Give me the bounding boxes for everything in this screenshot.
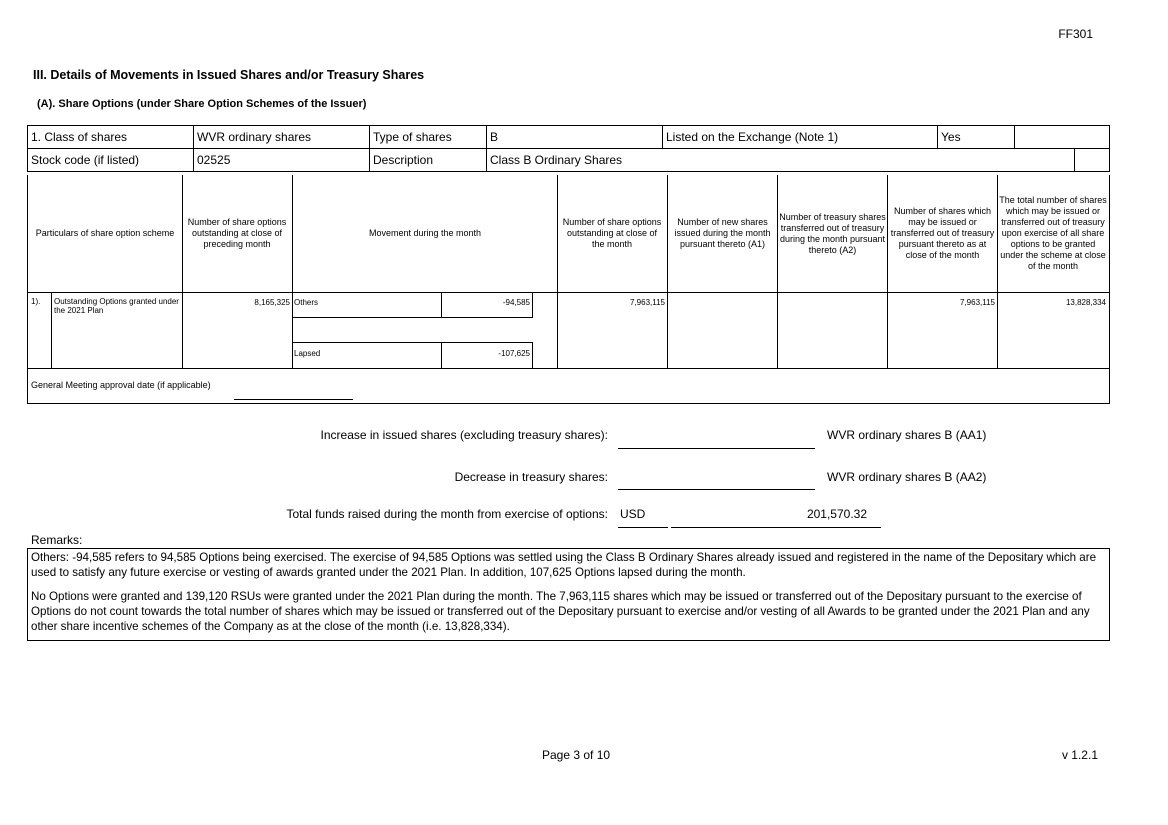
increase-field[interactable]: [618, 448, 815, 449]
increase-label: Increase in issued shares (excluding treasury shares):: [320, 428, 608, 442]
class-value: WVR ordinary shares: [194, 126, 370, 149]
general-meeting-label: General Meeting approval date (if applicable): [31, 380, 211, 390]
col-treasury-transferred: Number of treasury shares transferred out of treasury during the month pursuant thereto (A2): [779, 211, 886, 255]
general-meeting-date-field[interactable]: [234, 399, 353, 400]
row-total-number: 13,828,334: [1065, 298, 1106, 307]
description-blank: [1075, 149, 1110, 172]
col-movement: Movement during the month: [368, 228, 482, 238]
col-outstanding-close: Number of share options outstanding at close of the month: [562, 217, 662, 249]
type-value: B: [487, 126, 663, 149]
listed-blank: [1015, 126, 1110, 149]
section-title: III. Details of Movements in Issued Shares and/or Treasury Shares: [33, 68, 425, 82]
description-label: Description: [370, 149, 487, 172]
decrease-field[interactable]: [618, 489, 815, 490]
decrease-type: WVR ordinary shares B (AA2): [827, 470, 987, 484]
stock-code-value: 02525: [194, 149, 370, 172]
type-label: Type of shares: [370, 126, 487, 149]
form-code: FF301: [1058, 27, 1093, 41]
funds-value-line: [671, 527, 881, 528]
row-outstanding-close: 7,963,115: [630, 298, 665, 307]
remarks-box: [27, 548, 1110, 641]
class-label: 1. Class of shares: [28, 126, 194, 149]
funds-currency: USD: [620, 507, 646, 521]
row-particulars: Outstanding Options granted under the 2021 Plan: [54, 297, 179, 315]
decrease-label: Decrease in treasury shares:: [454, 470, 608, 484]
row-index: 1).: [31, 297, 41, 306]
stock-code-label: Stock code (if listed): [28, 149, 194, 172]
page-number: Page 3 of 10: [542, 748, 611, 762]
movement-label-lapsed: Lapsed: [294, 349, 321, 358]
remarks-paragraph: Others: -94,585 refers to 94,585 Options being exercised. The exercise of 94,585 Options was settled using the Class B Ordinary Shares already issued and registered in the name of the Depositary which are used to satisfy any future exercise or vesting of awards granted under the 2021 Plan. In addition, 107,625 Options lapsed during the month.: [31, 551, 1097, 579]
sub-title: (A). Share Options (under Share Option Schemes of the Issuer): [37, 98, 367, 110]
col-outstanding-preceding: Number of share options outstanding at close of preceding month: [187, 217, 287, 249]
increase-type: WVR ordinary shares B (AA1): [827, 428, 987, 442]
col-may-be-issued: Number of shares which may be issued or transferred out of treasury pursuant thereto as at close of the month: [890, 206, 995, 260]
col-new-shares: Number of new shares issued during the month pursuant thereto (A1): [674, 217, 771, 249]
funds-label: Total funds raised during the month from exercise of options:: [286, 507, 608, 521]
movement-value-lapsed: -107,625: [498, 349, 530, 358]
description-value: Class B Ordinary Shares: [487, 149, 1075, 172]
listed-label: Listed on the Exchange (Note 1): [663, 126, 938, 149]
row-may-be-issued: 7,963,115: [960, 298, 995, 307]
funds-value: 201,570.32: [806, 507, 867, 521]
movement-value-others: -94,585: [502, 298, 530, 307]
version: v 1.2.1: [1061, 748, 1098, 762]
share-info-table: [27, 125, 1110, 172]
listed-value: Yes: [938, 126, 1015, 149]
row-outstanding-preceding: 8,165,325: [254, 298, 290, 307]
funds-currency-line: [618, 527, 668, 528]
col-total-number: The total number of shares which may be issued or transferred out of treasury upon exercise of all share options to be granted under the scheme at close of the month: [999, 195, 1107, 271]
remarks-paragraph: No Options were granted and 139,120 RSUs were granted under the 2021 Plan during the month. The 7,963,115 shares which may be issued or transferred out of the Depositary pursuant to the exercise of Options do not count towards the total number of shares which may be issued or transferred out of the Depositary pursuant to exercise and/or vesting of all Awards to be granted under the 2021 Plan and any other share incentive schemes of the Company as at the close of the month (i.e. 13,828,334).: [31, 590, 1090, 633]
remarks-label: Remarks:: [31, 533, 83, 547]
col-particulars: Particulars of share option scheme: [35, 228, 175, 238]
movement-label-others: Others: [294, 298, 319, 307]
